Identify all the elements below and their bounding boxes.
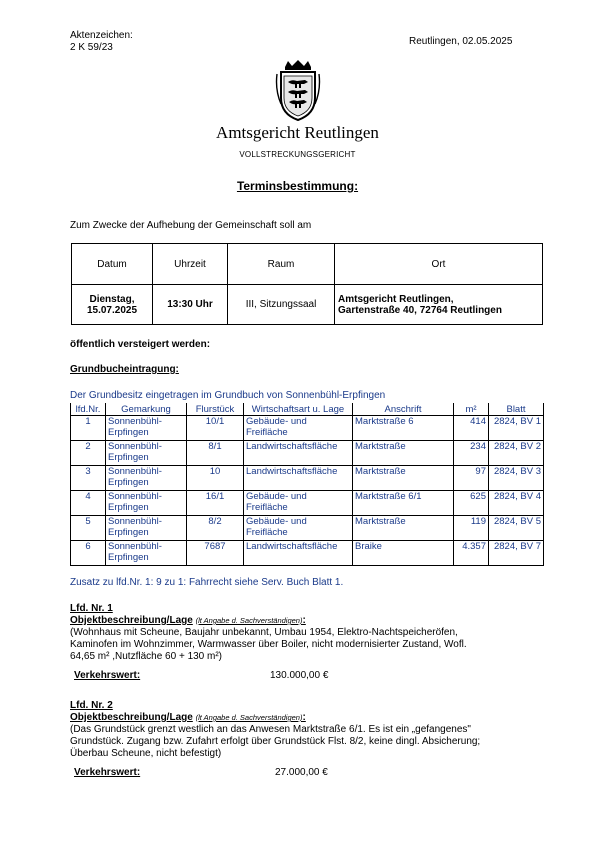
item-2-desc-note: (lt Angabe d. Sachverständigen): [195, 713, 303, 722]
cell-blatt: 2824, BV 3: [489, 466, 544, 491]
grundbuch-table: [70, 403, 544, 566]
grundbuch-heading: Grundbucheintragung:: [70, 364, 179, 375]
grundbuch-intro: Der Grundbesitz eingetragen im Grundbuch von Sonnenbühl-Erpfingen: [70, 390, 386, 401]
cell-anschrift: Marktstraße: [353, 516, 454, 541]
table-row: [71, 516, 544, 541]
table-row: [71, 416, 544, 441]
cell-wirtschaftsart: Landwirtschaftsfläche: [244, 541, 353, 566]
cell-flurstueck: 10/1: [187, 416, 244, 441]
termin-uhrzeit: 13:30 Uhr: [153, 285, 228, 325]
cell-m2: 234: [454, 441, 489, 466]
cell-flurstueck: 10: [187, 466, 244, 491]
cell-nr: 4: [71, 491, 106, 516]
cell-blatt: 2824, BV 1: [489, 416, 544, 441]
cell-wirtschaftsart: Landwirtschaftsfläche: [244, 466, 353, 491]
aktenzeichen-value: 2 K 59/23: [70, 42, 113, 53]
cell-anschrift: Braike: [353, 541, 454, 566]
cell-nr: 1: [71, 416, 106, 441]
item-1-desc-note: (lt Angabe d. Sachverständigen): [195, 616, 303, 625]
cell-wirtschaftsart: Landwirtschaftsfläche: [244, 441, 353, 466]
col-m2: m²: [454, 403, 489, 416]
item-2-desc-line2: Grundstück. Zugang bzw. Zufahrt erfolgt über Grundstück Flst. 8/2, keine dingl. Absicherung;: [70, 736, 481, 747]
item-1-heading: Lfd. Nr. 1: [70, 603, 113, 614]
cell-anschrift: Marktstraße 6/1: [353, 491, 454, 516]
termin-raum: III, Sitzungssaal: [228, 285, 335, 325]
cell-gemarkung: Sonnenbühl-Erpfingen: [106, 441, 187, 466]
cell-flurstueck: 8/2: [187, 516, 244, 541]
item-2: [70, 700, 550, 760]
cell-flurstueck: 8/1: [187, 441, 244, 466]
cell-wirtschaftsart: Gebäude- und Freifläche: [244, 516, 353, 541]
termin-datum-date: 15.07.2025: [86, 304, 138, 316]
cell-gemarkung: Sonnenbühl-Erpfingen: [106, 516, 187, 541]
item-2-desc-heading: Objektbeschreibung/Lage (lt Angabe d. Sachverständigen):: [70, 712, 306, 723]
termin-datum: [72, 285, 153, 325]
cell-nr: 6: [71, 541, 106, 566]
termin-header-uhrzeit: Uhrzeit: [153, 244, 228, 285]
grundbuch-zusatz: Zusatz zu lfd.Nr. 1: 9 zu 1: Fahrrecht siehe Serv. Buch Blatt 1.: [70, 577, 344, 588]
cell-blatt: 2824, BV 4: [489, 491, 544, 516]
col-wirtschaftsart: Wirtschaftsart u. Lage: [244, 403, 353, 416]
termin-ort: [335, 285, 543, 325]
item-1-wert: 130.000,00 €: [270, 670, 329, 681]
termin-value-row: [72, 285, 543, 325]
cell-m2: 625: [454, 491, 489, 516]
col-lfd-nr: lfd.Nr.: [71, 403, 106, 416]
cell-m2: 414: [454, 416, 489, 441]
cell-blatt: 2824, BV 5: [489, 516, 544, 541]
item-1-wert-label: Verkehrswert:: [74, 670, 141, 681]
col-flurstueck: Flurstück: [187, 403, 244, 416]
termin-ort-line1: Amtsgericht Reutlingen,: [338, 293, 454, 305]
table-row: [71, 541, 544, 566]
cell-blatt: 2824, BV 2: [489, 441, 544, 466]
cell-blatt: 2824, BV 7: [489, 541, 544, 566]
cell-gemarkung: Sonnenbühl-Erpfingen: [106, 541, 187, 566]
cell-gemarkung: Sonnenbühl-Erpfingen: [106, 466, 187, 491]
termin-header-row: [72, 244, 543, 285]
item-2-desc-line1: (Das Grundstück grenzt westlich an das Anwesen Marktstraße 6/1. Es ist ein „gefangenes": [70, 724, 471, 735]
cell-anschrift: Marktstraße: [353, 466, 454, 491]
cell-gemarkung: Sonnenbühl-Erpfingen: [106, 491, 187, 516]
item-2-desc-line3: Überbau Scheune, nicht befestigt): [70, 748, 222, 759]
termin-datum-weekday: Dienstag,: [89, 293, 135, 305]
item-1: [70, 603, 550, 663]
item-1-desc-line2: Kaminofen im Wohnzimmer, Warmwasser über Boiler, nicht modernisierter Zustand, Wofl.: [70, 639, 467, 650]
court-name: Amtsgericht Reutlingen: [216, 123, 379, 142]
versteigert-text: öffentlich versteigert werden:: [70, 339, 211, 350]
cell-wirtschaftsart: Gebäude- und Freifläche: [244, 416, 353, 441]
cell-nr: 5: [71, 516, 106, 541]
cell-nr: 2: [71, 441, 106, 466]
cell-anschrift: Marktstraße: [353, 441, 454, 466]
item-2-wert: 27.000,00 €: [275, 767, 328, 778]
cell-wirtschaftsart: Gebäude- und Freifläche: [244, 491, 353, 516]
court-department: VOLLSTRECKUNGSGERICHT: [239, 150, 356, 159]
table-row: [71, 466, 544, 491]
termin-header-ort: Ort: [335, 244, 543, 285]
cell-m2: 4.357: [454, 541, 489, 566]
termin-table: [71, 243, 543, 325]
cell-flurstueck: 16/1: [187, 491, 244, 516]
grundbuch-header-row: [71, 403, 544, 416]
table-row: [71, 441, 544, 466]
coat-of-arms-icon: [275, 60, 321, 122]
aktenzeichen-block: [70, 30, 133, 54]
item-1-desc-label: Objektbeschreibung/Lage: [70, 615, 193, 626]
item-2-wert-label: Verkehrswert:: [74, 767, 141, 778]
item-2-heading: Lfd. Nr. 2: [70, 700, 113, 711]
aktenzeichen-label: Aktenzeichen:: [70, 30, 133, 41]
col-anschrift: Anschrift: [353, 403, 454, 416]
table-row: [71, 491, 544, 516]
item-1-desc-line1: (Wohnhaus mit Scheune, Baujahr unbekannt, Umbau 1954, Elektro-Nachtspeicheröfen,: [70, 627, 458, 638]
col-blatt: Blatt: [489, 403, 544, 416]
col-gemarkung: Gemarkung: [106, 403, 187, 416]
item-1-desc-line3: 64,65 m² ,Nutzfläche 60 + 130 m²): [70, 651, 223, 662]
item-2-desc-label: Objektbeschreibung/Lage: [70, 712, 193, 723]
termin-header-datum: Datum: [72, 244, 153, 285]
place-date: Reutlingen, 02.05.2025: [409, 36, 513, 47]
cell-nr: 3: [71, 466, 106, 491]
cell-m2: 97: [454, 466, 489, 491]
cell-m2: 119: [454, 516, 489, 541]
termin-ort-line2: Gartenstraße 40, 72764 Reutlingen: [338, 304, 502, 316]
cell-gemarkung: Sonnenbühl-Erpfingen: [106, 416, 187, 441]
cell-anschrift: Marktstraße 6: [353, 416, 454, 441]
intro-text: Zum Zwecke der Aufhebung der Gemeinschaft soll am: [70, 220, 312, 231]
document-title: Terminsbestimmung:: [236, 179, 359, 193]
termin-header-raum: Raum: [228, 244, 335, 285]
cell-flurstueck: 7687: [187, 541, 244, 566]
item-1-desc-heading: Objektbeschreibung/Lage (lt Angabe d. Sachverständigen):: [70, 615, 306, 626]
